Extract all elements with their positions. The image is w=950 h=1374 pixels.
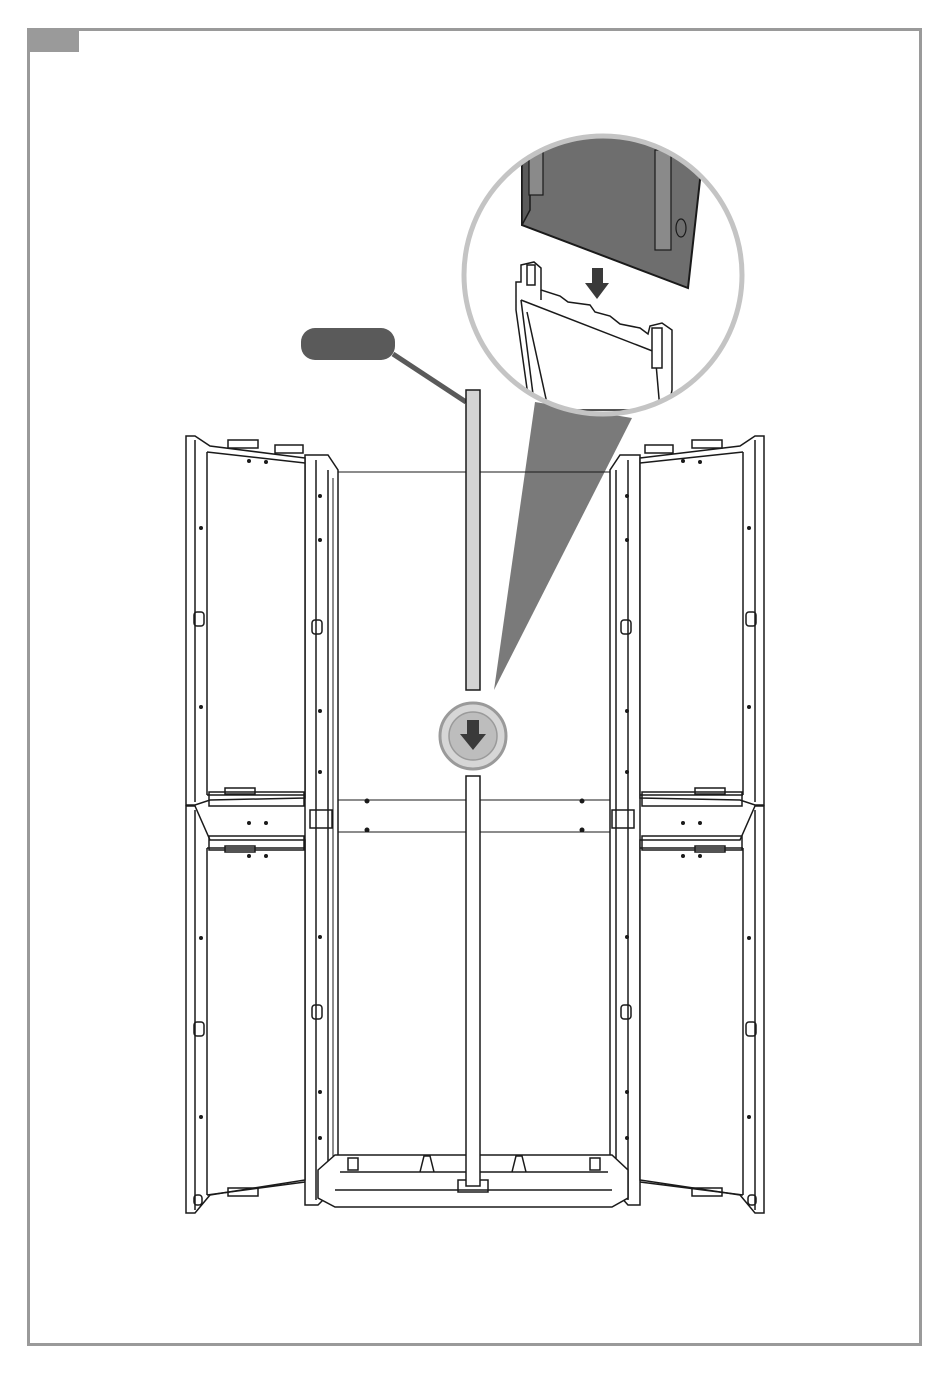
right-lower-door — [625, 806, 764, 1213]
left-upper-door — [186, 436, 322, 806]
left-lower-door — [186, 806, 322, 1213]
zoom-detail — [464, 130, 742, 414]
right-upper-door — [625, 436, 764, 806]
label-leader-line — [393, 354, 466, 402]
divider-panel — [466, 390, 480, 1186]
right-side-wall — [610, 455, 640, 1205]
down-arrow-icon — [440, 703, 506, 769]
part-label-tag — [301, 328, 395, 360]
